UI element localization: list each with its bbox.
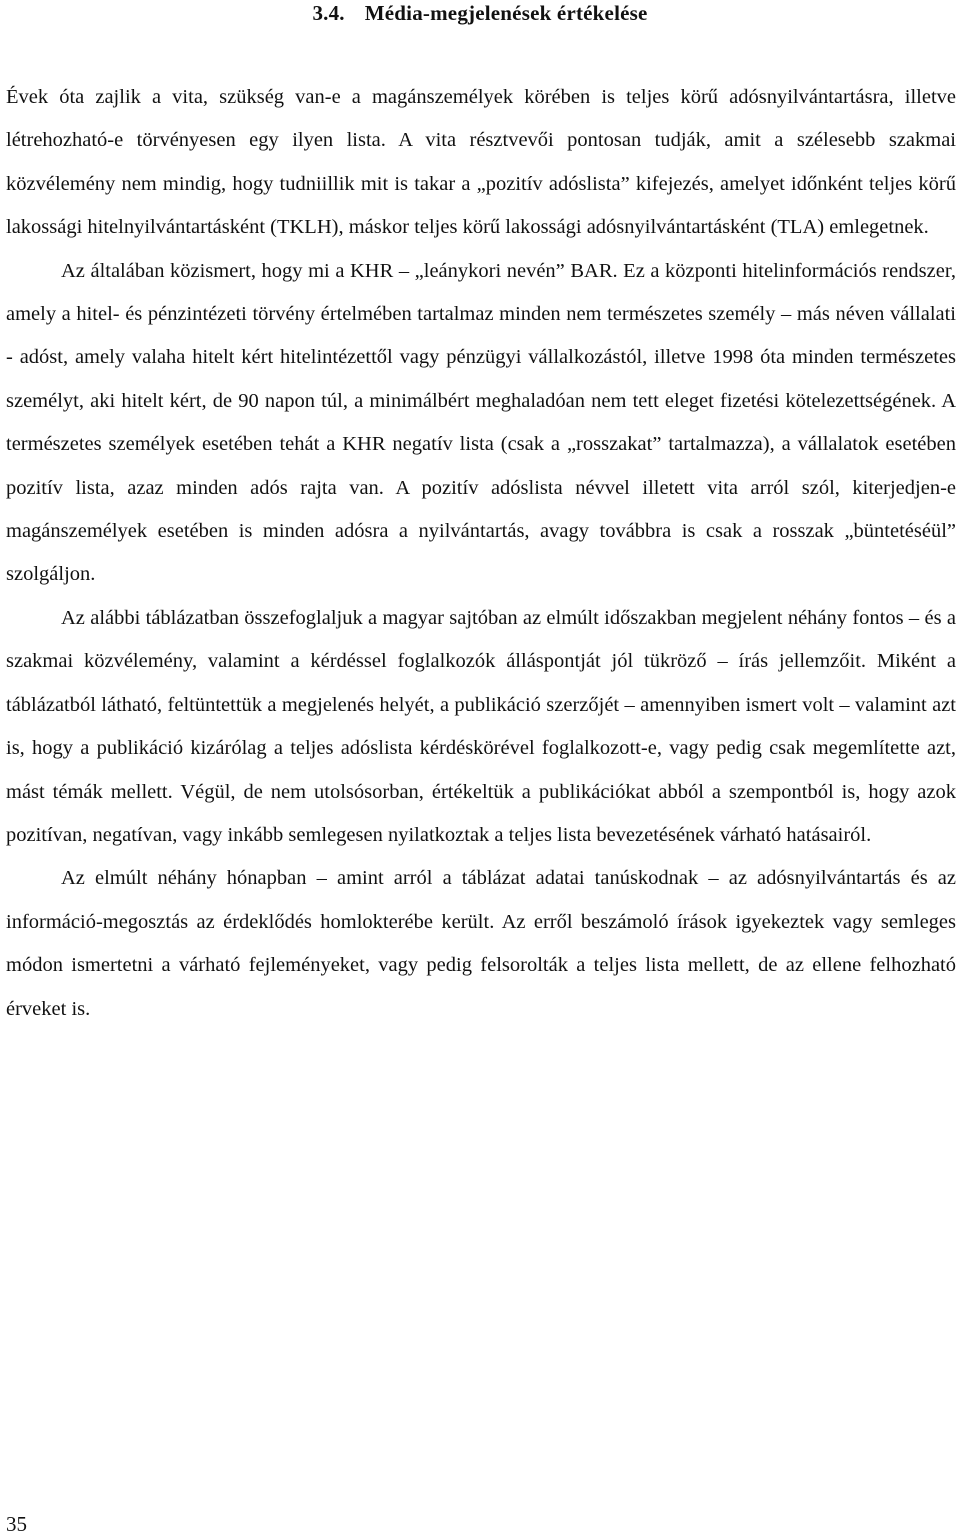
paragraph-1: Évek óta zajlik a vita, szükség van-e a magánszemélyek körében is teljes körű adósnyilvántartásra, illetve létrehozható-e törvényesen egy ilyen lista. A vita résztvevői pontosan tudják, amit a szélesebb szakmai közvélemény nem mindig, hogy tudniillik mit is takar a „pozitív adóslista” kifejezés, amelyet időnként teljes körű lakossági hitelnyilvántartásként (TKLH), máskor teljes körű lakossági adósnyilvántartásként (TLA) emlegetnek.: [6, 86, 956, 239]
section-title: Média-megjelenések értékelése: [364, 1, 648, 25]
section-number: 3.4.: [312, 1, 345, 25]
page-number: 35: [6, 1512, 27, 1536]
section-heading: [0, 0, 960, 26]
paragraph-3: Az alábbi táblázatban összefoglaljuk a magyar sajtóban az elmúlt időszakban megjelent néhány fontos – és a szakmai közvélemény, valamint a kérdéssel foglalkozók álláspontját jól tükröző – írás jellemzőit. Miként a táblázatból látható, feltüntettük a megjelenés helyét, a publikáció szerzőjét – amennyiben ismert volt – valamint azt is, hogy a publikáció kizárólag a teljes adóslista kérdéskörével foglalkozott-e, vagy pedig csak megemlítette azt, mást témák mellett. Végül, de nem utolsósorban, értékeltük a publikációkat abból a szempontból is, hogy azok pozitívan, negatívan, vagy inkább semlegesen nyilatkoztak a teljes lista bevezetésének várható hatásairól.: [6, 606, 956, 846]
paragraph-4: Az elmúlt néhány hónapban – amint arról a táblázat adatai tanúskodnak – az adósnyilvántartás és az információ-megosztás az érdeklődés homlokterébe került. Az erről beszámoló írások igyekeztek vagy semleges módon ismertetni a várható fejleményeket, vagy pedig felsorolták a teljes lista mellett, de az ellene felhozható érveket is.: [6, 867, 956, 1020]
paragraph-2: Az általában közismert, hogy mi a KHR – „leánykori nevén” BAR. Ez a központi hitelinformációs rendszer, amely a hitel- és pénzintézeti törvény értelmében tartalmaz minden nem természetes személy – más néven vállalati - adóst, amely valaha hitelt kért hitelintézettől vagy pénzügyi vállalkozástól, illetve 1998 óta minden természetes személyt, aki hitelt kért, de 90 napon túl, a minimálbért meghaladóan nem tett eleget fizetési kötelezettségének. A természetes személyek esetében tehát a KHR negatív lista (csak a „rosszakat” tartalmazza), a vállalatok esetében pozitív lista, azaz minden adós rajta van. A pozitív adóslista névvel illetett vita arról szól, kiterjedjen-e magánszemélyek esetében is minden adósra a nyilvántartás, avagy továbbra is csak a rosszak „büntetéséül” szolgáljon.: [6, 259, 956, 586]
body-text: [6, 76, 956, 1031]
